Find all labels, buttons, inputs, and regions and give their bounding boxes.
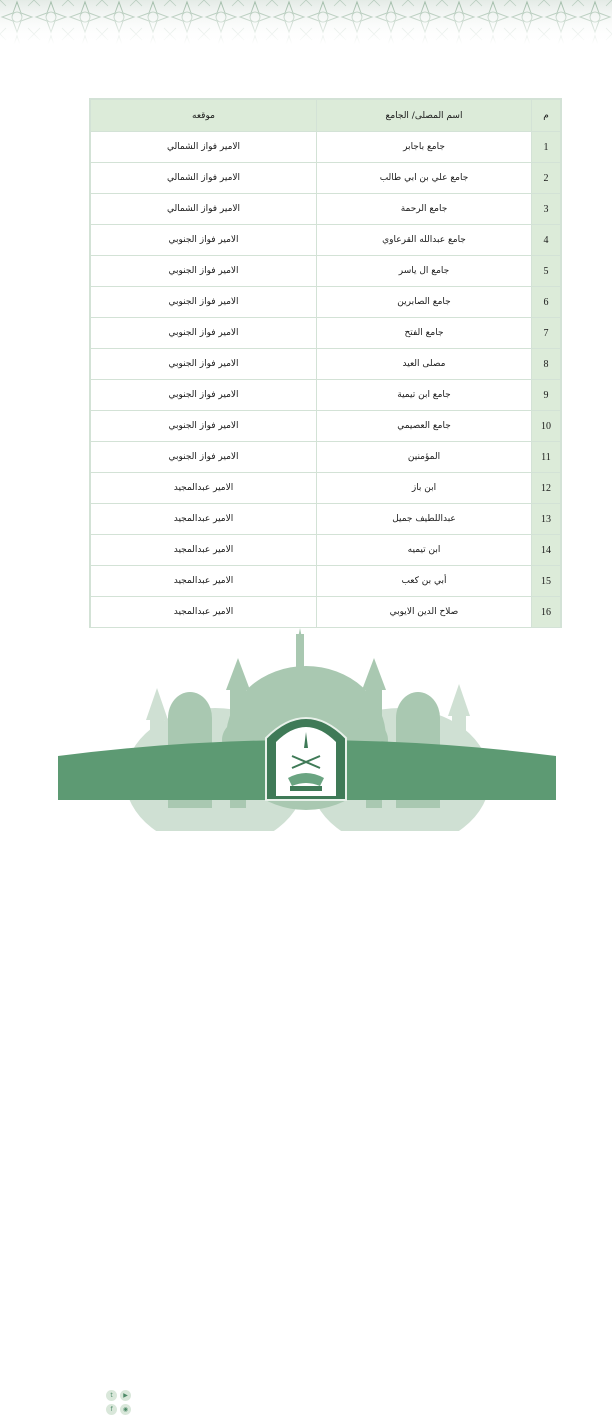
- mosque-location: الامير فواز الشمالي: [91, 194, 317, 225]
- mosque-name: ابن تيميه: [317, 535, 532, 566]
- table-row: [91, 411, 561, 442]
- mosque-name: جامع العصيمي: [317, 411, 532, 442]
- mosque-name: جامع الصابرين: [317, 287, 532, 318]
- table-row: [91, 225, 561, 256]
- row-number: 11: [532, 442, 561, 473]
- geometric-pattern: [0, 0, 612, 44]
- mosque-name: جامع باجابر: [317, 132, 532, 163]
- table-row: [91, 194, 561, 225]
- row-number: 5: [532, 256, 561, 287]
- table-body: [91, 132, 561, 628]
- mosque-location: الامير فواز الشمالي: [91, 163, 317, 194]
- top-ornament-band: [0, 0, 612, 44]
- table-row: [91, 535, 561, 566]
- mosque-location: الامير فواز الشمالي: [91, 132, 317, 163]
- youtube-icon[interactable]: ▶: [120, 1390, 131, 1401]
- table-row: [91, 287, 561, 318]
- contact-info: [138, 1390, 214, 1417]
- mosque-name: مصلى العيد: [317, 349, 532, 380]
- snapchat-icon[interactable]: ◉: [120, 1404, 131, 1415]
- row-number: 10: [532, 411, 561, 442]
- mosque-name: جامع ابن تيمية: [317, 380, 532, 411]
- row-number: 3: [532, 194, 561, 225]
- row-number: 6: [532, 287, 561, 318]
- table-row: [91, 318, 561, 349]
- mosque-name: المؤمنين: [317, 442, 532, 473]
- ministry-name-arabic: وزارة الشؤون الإسلامية والدعوة والإرشاد: [362, 1398, 525, 1407]
- mosque-location: الامير فواز الجنوبي: [91, 349, 317, 380]
- row-number: 16: [532, 597, 561, 628]
- header-location: موقعه: [91, 100, 317, 132]
- mosque-name: أبي بن كعب: [317, 566, 532, 597]
- ministry-name-english: MINISTRY OF ISLAMIC AFFAIRS, DAWAH AND GUIDANCE: [393, 1409, 525, 1414]
- social-handle: SAUDI_MOIA: [138, 1391, 187, 1398]
- row-number: 1: [532, 132, 561, 163]
- mosque-skyline-illustration: [0, 628, 612, 831]
- mosque-location: الامير عبدالمجيد: [91, 473, 317, 504]
- phone-number: 1933: [138, 1409, 156, 1416]
- header-name: اسم المصلى/ الجامع: [317, 100, 532, 132]
- row-number: 9: [532, 380, 561, 411]
- table-row: [91, 597, 561, 628]
- social-icons: [106, 1390, 134, 1415]
- mosque-location: الامير فواز الجنوبي: [91, 411, 317, 442]
- mosque-name: جامع الرحمة: [317, 194, 532, 225]
- website: WWW.MOIA.GOV.SA: [138, 1400, 214, 1407]
- table-header-row: [91, 100, 561, 132]
- table-row: [91, 380, 561, 411]
- mosque-name: جامع ال ياسر: [317, 256, 532, 287]
- mosque-name: عبداللطيف جميل: [317, 504, 532, 535]
- mosque-name: صلاح الدين الايوبي: [317, 597, 532, 628]
- row-number: 7: [532, 318, 561, 349]
- table-row: [91, 349, 561, 380]
- table-row: [91, 504, 561, 535]
- mosque-name: جامع عبدالله القرعاوي: [317, 225, 532, 256]
- table-row: [91, 256, 561, 287]
- facebook-icon[interactable]: f: [106, 1404, 117, 1415]
- mosque-location: الامير عبدالمجيد: [91, 535, 317, 566]
- table-row: [91, 163, 561, 194]
- mosques-table: [90, 99, 561, 628]
- header-number: م: [532, 100, 561, 132]
- row-number: 15: [532, 566, 561, 597]
- mosque-location: الامير عبدالمجيد: [91, 597, 317, 628]
- mosque-name: ابن باز: [317, 473, 532, 504]
- row-number: 4: [532, 225, 561, 256]
- row-number: 13: [532, 504, 561, 535]
- table-row: [91, 473, 561, 504]
- mosque-location: الامير فواز الجنوبي: [91, 318, 317, 349]
- mosque-name: جامع علي بن ابي طالب: [317, 163, 532, 194]
- mosques-table-container: [89, 98, 562, 628]
- mosque-location: الامير فواز الجنوبي: [91, 256, 317, 287]
- table-row: [91, 566, 561, 597]
- mosque-location: الامير عبدالمجيد: [91, 566, 317, 597]
- row-number: 12: [532, 473, 561, 504]
- ministry-name: [355, 1398, 525, 1414]
- mosque-location: الامير فواز الجنوبي: [91, 380, 317, 411]
- table-row: [91, 132, 561, 163]
- twitter-icon[interactable]: t: [106, 1390, 117, 1401]
- footer-banner: [0, 628, 612, 1416]
- mosque-name: جامع الفتح: [317, 318, 532, 349]
- row-number: 8: [532, 349, 561, 380]
- row-number: 2: [532, 163, 561, 194]
- mosque-location: الامير فواز الجنوبي: [91, 442, 317, 473]
- row-number: 14: [532, 535, 561, 566]
- mosque-location: الامير فواز الجنوبي: [91, 287, 317, 318]
- mosque-location: الامير فواز الجنوبي: [91, 225, 317, 256]
- mosque-location: الامير عبدالمجيد: [91, 504, 317, 535]
- table-row: [91, 442, 561, 473]
